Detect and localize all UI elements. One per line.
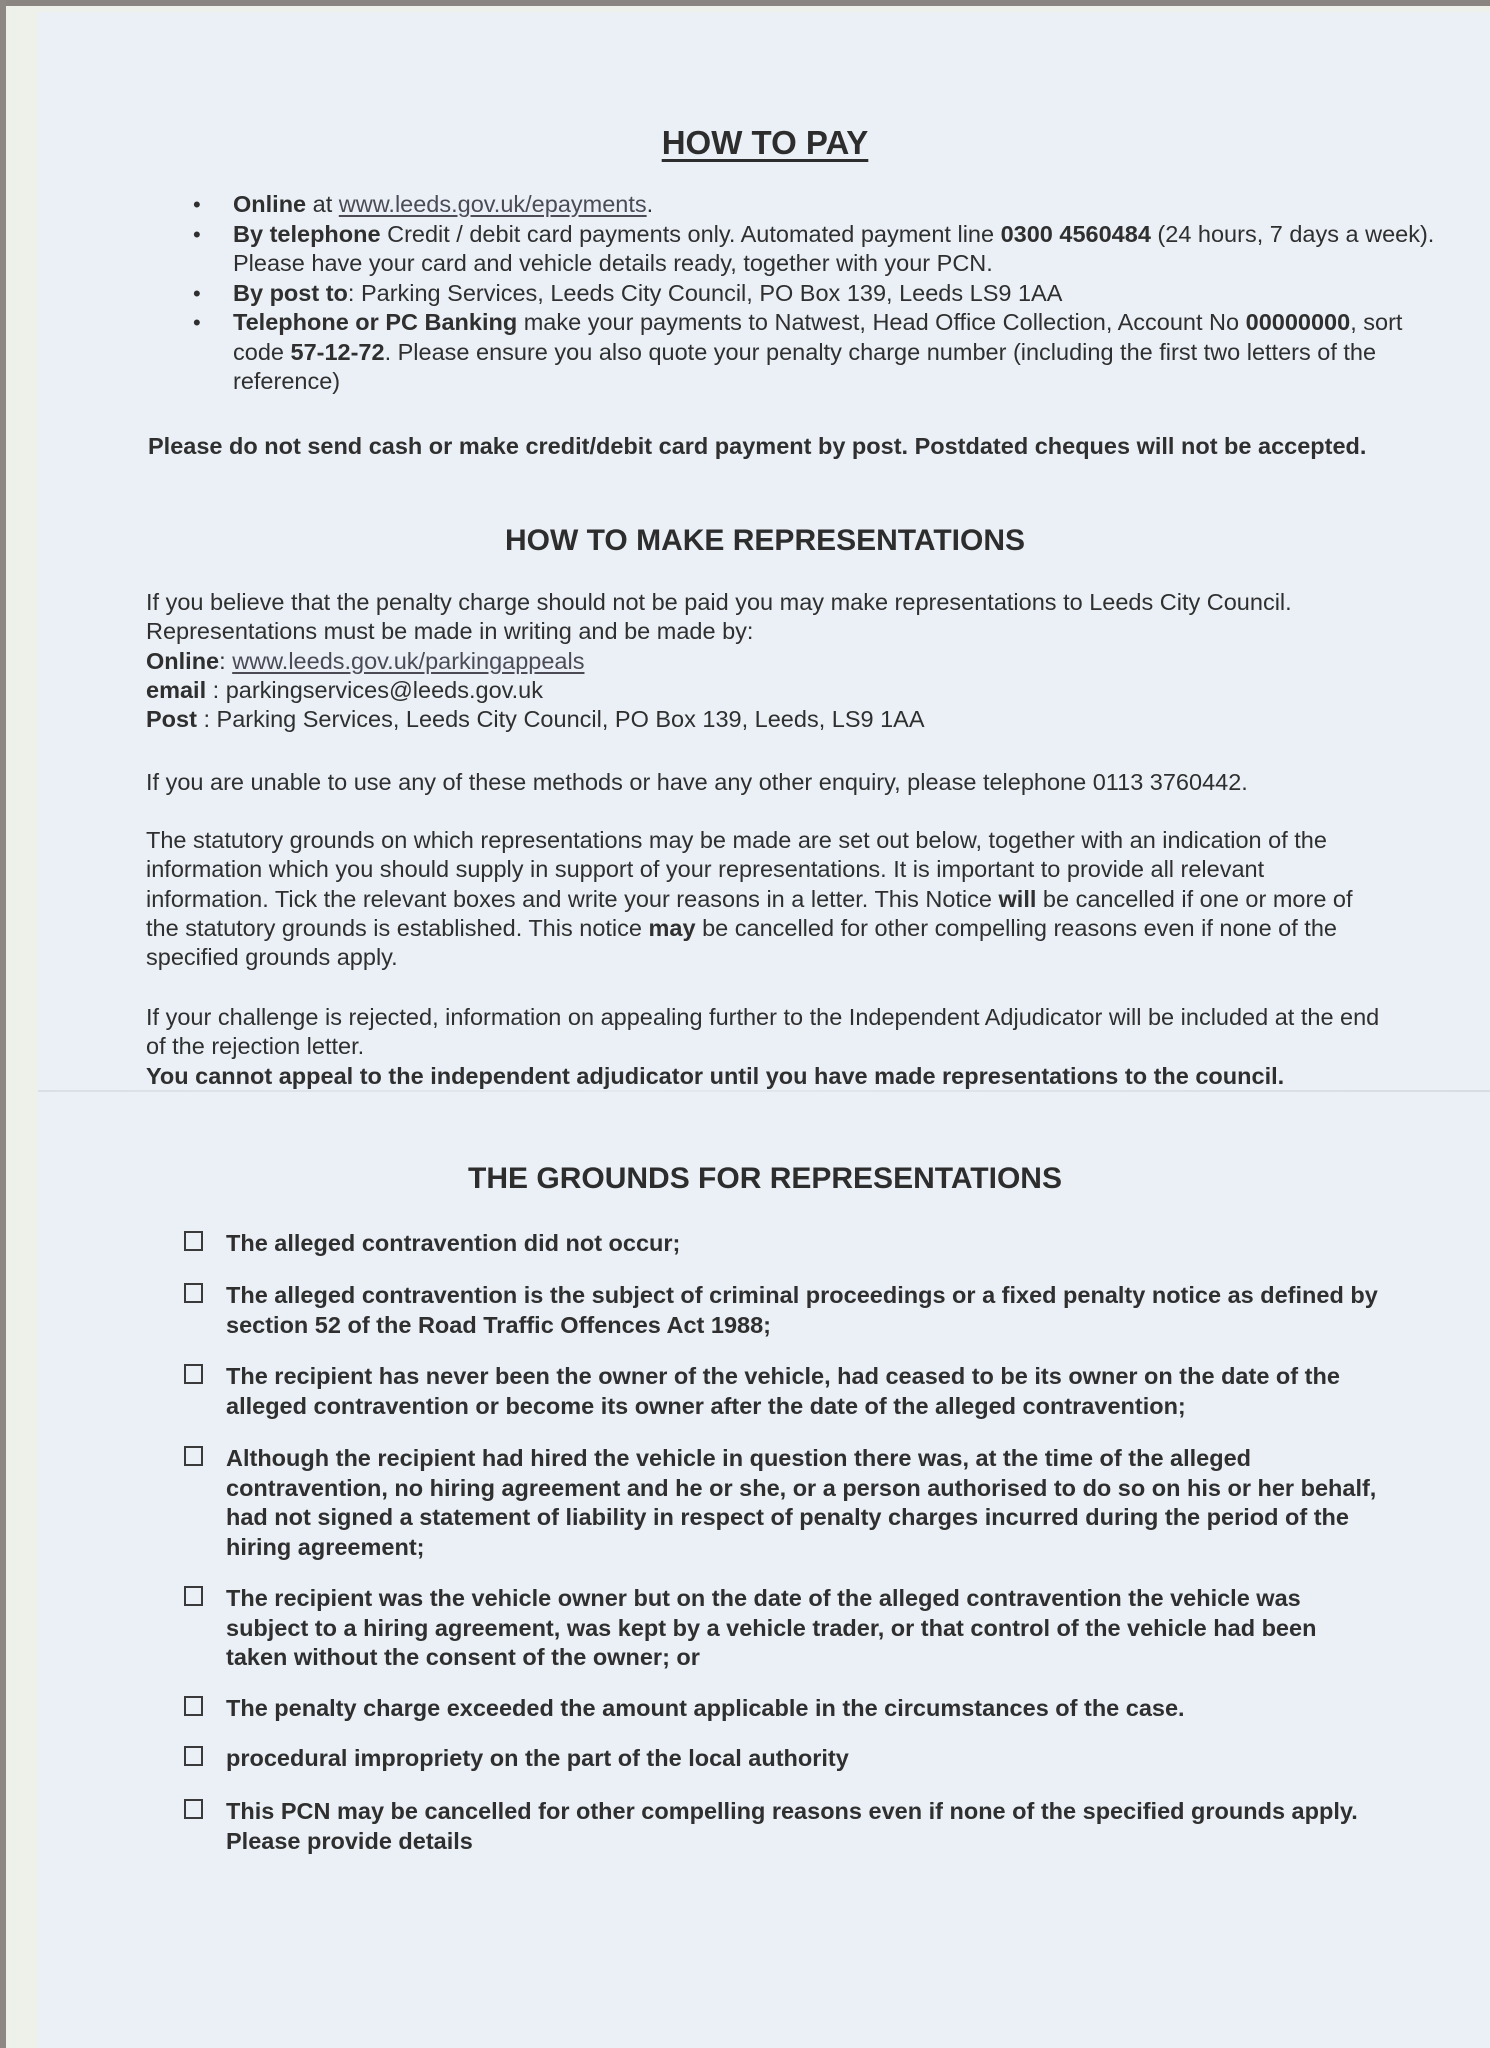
payment-phone-number: 0300 4560484 [1000,220,1151,247]
sort-code: 57-12-72 [290,338,385,365]
representations-intro: If you believe that the penalty charge should not be paid you may make representations to Leeds City Council. Representations must be made in writing and be made by: [146,589,1292,645]
checkbox-icon[interactable] [184,1446,203,1466]
ground-item: Although the recipient had hired the vehicle in question there was, at the time of the alleged contravention, no hiring agreement and he or she, or a person authorised to do so on his or her behalf, had not signed a statement of liability in respect of penalty charges incurred during the period of the hiring agreement; [184,1444,1384,1562]
ground-item: The alleged contravention did not occur; [184,1229,1384,1259]
ground-item: The recipient has never been the owner of the vehicle, had ceased to be its owner on the date of the alleged contravention or become its owner after the date of the alleged contravention; [184,1362,1384,1421]
checkbox-icon[interactable] [184,1746,203,1766]
ground-item: The recipient was the vehicle owner but on the date of the alleged contravention the vehicle was subject to a hiring agreement, was kept by a vehicle trader, or that control of the vehicle had been taken without the consent of the owner; or [184,1584,1384,1673]
payment-warning: Please do not send cash or make credit/debit card payment by post. Postdated cheques will not be accepted. [148,433,1367,459]
representations-intro-block [146,588,1386,734]
checkbox-icon[interactable] [184,1364,203,1384]
checkbox-icon[interactable] [184,1283,203,1303]
bullet-icon: • [193,310,201,335]
ground-item: This PCN may be cancelled for other compelling reasons even if none of the specified grounds apply. Please provide details [184,1797,1384,1856]
checkbox-icon[interactable] [184,1696,203,1716]
payment-method-online: • Online at www.leeds.gov.uk/epayments. [233,190,1453,220]
bullet-icon: • [193,192,201,217]
statutory-grounds-text: The statutory grounds on which representations may be made are set out below, together with an indication of the information which you should supply in support of your representations. It is important to provide all relevant information. Tick the relevant boxes and write your reasons in a letter. This Notice will be cancelled if one or more of the statutory grounds is established. This notice may be cancelled for other compelling reasons even if none of the specified grounds apply. [146,827,1353,971]
email-address[interactable]: parkingservices@leeds.gov.uk [225,676,544,703]
representations-heading: HOW TO MAKE REPRESENTATIONS [504,524,1026,557]
enquiry-text: If you are unable to use any of these methods or have any other enquiry, please telephone 0113 3760442. [146,769,1248,795]
bullet-icon: • [193,280,201,306]
checkbox-icon[interactable] [184,1799,203,1819]
checkbox-icon[interactable] [184,1231,203,1251]
post-row: Post : Parking Services, Leeds City Council, PO Box 139, Leeds, LS9 1AA [146,706,925,733]
payment-methods-list [190,190,1453,397]
email-row: email : parkingservices@leeds.gov.uk [146,676,544,703]
parking-appeals-link[interactable]: www.leeds.gov.uk/parkingappeals [232,647,585,674]
post-address: Parking Services, Leeds City Council, PO Box 139, Leeds, LS9 1AA [216,706,925,733]
payment-method-banking: • Telephone or PC Banking make your payments to Natwest, Head Office Collection, Account No 00000000, sort code 57-12-72. Please ensure you also quote your penalty charge number (including the first two letters of the reference) [193,309,1403,394]
cannot-appeal-warning: You cannot appeal to the independent adjudicator until you have made representations to the council. [146,1063,1285,1089]
ground-item: The alleged contravention is the subject of criminal proceedings or a fixed penalty notice as defined by section 52 of the Road Traffic Offences Act 1988; [184,1281,1384,1340]
ground-item: procedural impropriety on the part of the local authority [184,1744,1384,1774]
label: Online [233,191,307,217]
payment-method-telephone: • By telephone Credit / debit card payments only. Automated payment line 0300 4560484 (24 hours, 7 days a week). Please have your card and vehicle details ready, together with your PCN. [193,220,1435,276]
online-appeal-row: Online: www.leeds.gov.uk/parkingappeals [146,647,585,674]
ground-item: The penalty charge exceeded the amount applicable in the circumstances of the case. [184,1694,1384,1724]
grounds-heading: THE GROUNDS FOR REPRESENTATIONS [468,1162,1062,1195]
bullet-icon: • [193,221,201,247]
account-number: 00000000 [1245,309,1351,335]
rejection-info-text: If your challenge is rejected, information on appealing further to the Independent Adjudicator will be included at the end of the rejection letter. [146,1004,1380,1060]
payment-method-post: • By post to: Parking Services, Leeds City Council, PO Box 139, Leeds LS9 1AA [233,279,1453,309]
epayments-link[interactable]: www.leeds.gov.uk/epayments [338,191,647,217]
checkbox-icon[interactable] [184,1586,203,1606]
how-to-pay-heading: HOW TO PAY [661,124,869,161]
